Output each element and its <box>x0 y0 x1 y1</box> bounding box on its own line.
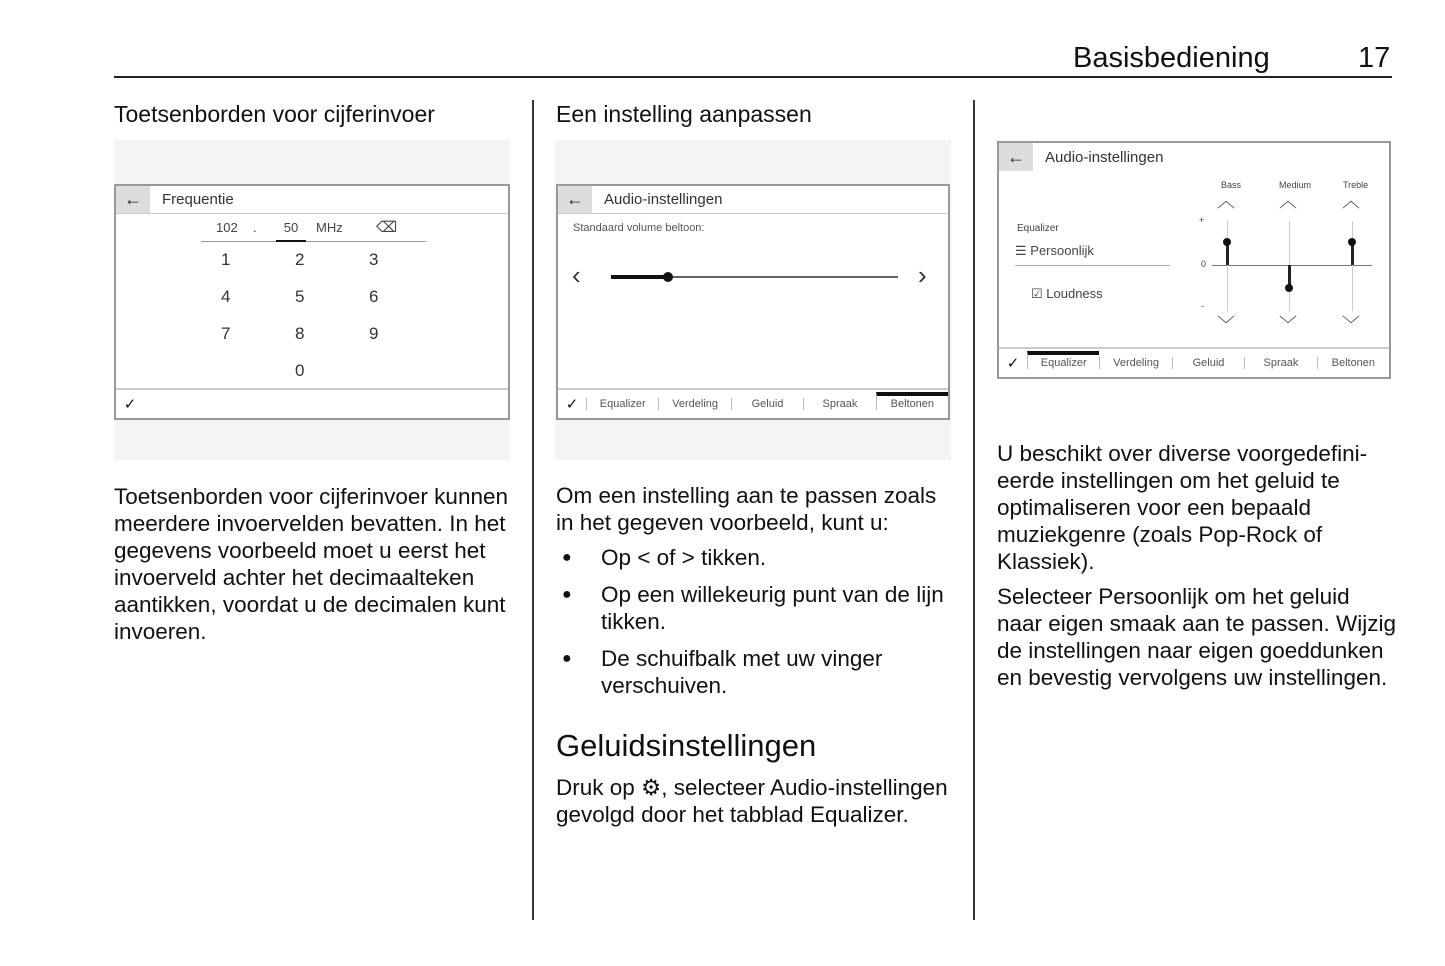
bullet-item: ● Op < of > tikken. <box>556 544 956 571</box>
screenshot-equalizer <box>997 141 1391 379</box>
volume-slider-knob <box>663 272 673 282</box>
tab-geluid: Geluid <box>1172 357 1244 369</box>
tab-geluid: Geluid <box>731 398 803 410</box>
band-knob <box>1285 284 1293 292</box>
body-paragraph: Druk op ⚙, selecteer Audio-instellingen gevolgd door het tabblad Equalizer. <box>556 775 948 827</box>
screen-title: Frequentie <box>162 191 234 208</box>
settings-gear-icon: ⚙ <box>641 775 662 800</box>
bullet-list <box>556 544 956 699</box>
key: 8 <box>295 324 305 343</box>
chevron-down-icon: ﹀ <box>1342 315 1360 335</box>
band-label: Treble <box>1343 180 1369 190</box>
key: 2 <box>295 250 305 269</box>
key: 9 <box>369 324 379 343</box>
bullet-item: ● Op een willekeurig punt van de lijn tikken. <box>556 581 956 635</box>
setting-label: Standaard volume beltoon: <box>573 222 705 234</box>
screenshot-ringtone-volume <box>556 184 950 420</box>
screen-title: Audio-instellingen <box>604 191 723 208</box>
confirm-check-icon: ✓ <box>123 396 137 413</box>
key: 5 <box>295 287 305 306</box>
key: 6 <box>369 287 379 306</box>
tab-spraak: Spraak <box>803 398 875 410</box>
tab-beltonen: Beltonen <box>876 392 948 410</box>
body-paragraph: Selecteer Persoonlijk om het geluid naar eigen smaak aan te passen. Wijzig de instellingen naar eigen goeddunken en bevestig vervolgens uw instellingen. <box>997 584 1396 690</box>
chevron-down-icon: ﹀ <box>1279 315 1297 335</box>
axis-label: + <box>1199 215 1205 225</box>
unit-label: MHz <box>316 220 343 235</box>
tab-equalizer: Equalizer <box>586 398 658 410</box>
volume-slider-fill <box>611 275 668 279</box>
tab-spraak: Spraak <box>1244 357 1316 369</box>
key: 3 <box>369 250 379 269</box>
band-label: Medium <box>1279 180 1312 190</box>
backspace-icon: ⌫ <box>376 219 398 236</box>
band-track <box>1227 221 1228 311</box>
decimal-point: . <box>253 220 257 235</box>
heading-adjust-setting: Een instelling aanpassen <box>556 101 812 127</box>
field-integer: 102 <box>216 220 238 235</box>
confirm-check-icon: ✓ <box>565 396 579 413</box>
page-number: 17 <box>1358 42 1391 74</box>
heading-sound-settings: Geluidsinstellingen <box>556 728 817 763</box>
body-paragraph: U beschikt over diverse voorgedefini-eerde instellingen om het geluid te optimaliseren voor een bepaald muziekgenre (zoals Pop-Rock of Klassiek). <box>997 441 1368 574</box>
key: 1 <box>221 250 231 269</box>
confirm-check-icon: ✓ <box>1006 355 1020 372</box>
preset-selector: ☰ Persoonlijk <box>1015 243 1170 266</box>
band-track <box>1352 221 1353 311</box>
list-icon: ☰ <box>1015 243 1031 258</box>
tab-verdeling: Verdeling <box>658 398 730 410</box>
chevron-up-icon: ︿ <box>1217 191 1235 211</box>
tab-equalizer: Equalizer <box>1027 351 1099 369</box>
back-arrow-icon: ← <box>558 186 592 213</box>
heading-numeric-keyboards: Toetsenborden voor cijferinvoer <box>114 101 435 127</box>
chevron-left-icon: ‹ <box>572 260 581 290</box>
band-knob <box>1223 238 1231 246</box>
body-paragraph: Toetsenborden voor cijferinvoer kunnen meerdere invoervelden bevatten. In het gegevens voorbeeld moet u eerst het invoerveld achter het decimaalteken aantikken, voordat u de decimalen kunt invoeren. <box>114 484 508 644</box>
column-divider <box>532 100 534 920</box>
checkbox-checked-icon: ☑ <box>1031 286 1047 301</box>
bullet-item: ● De schuifbalk met uw vinger verschuiven. <box>556 645 956 699</box>
screen-title: Audio-instellingen <box>1045 148 1164 166</box>
axis-label: 0 <box>1201 259 1207 269</box>
key: 0 <box>295 361 305 380</box>
chevron-right-icon: › <box>918 260 927 290</box>
tab-beltonen: Beltonen <box>1317 357 1389 369</box>
screenshot-frequency-keypad <box>114 184 510 420</box>
header-divider <box>114 76 1392 78</box>
back-arrow-icon: ← <box>116 186 150 213</box>
column-divider <box>973 100 975 920</box>
axis-label: - <box>1201 301 1204 311</box>
tab-verdeling: Verdeling <box>1099 357 1171 369</box>
zero-line <box>1212 265 1372 266</box>
loudness-checkbox: ☑ Loudness <box>1031 286 1103 301</box>
band-label: Bass <box>1221 180 1242 190</box>
equalizer-label: Equalizer <box>1017 223 1059 234</box>
section-title: Basisbediening <box>1073 42 1270 74</box>
intro-paragraph: Om een instelling aan te passen zoals in het gegeven voorbeeld, kunt u: <box>556 483 937 535</box>
chevron-up-icon: ︿ <box>1279 191 1297 211</box>
key: 7 <box>221 324 231 343</box>
chevron-up-icon: ︿ <box>1342 191 1360 211</box>
key: 4 <box>221 287 231 306</box>
keypad <box>221 250 421 381</box>
back-arrow-icon: ← <box>999 143 1033 171</box>
field-decimal: 50 <box>276 220 306 242</box>
band-knob <box>1348 238 1356 246</box>
chevron-down-icon: ﹀ <box>1217 315 1235 335</box>
